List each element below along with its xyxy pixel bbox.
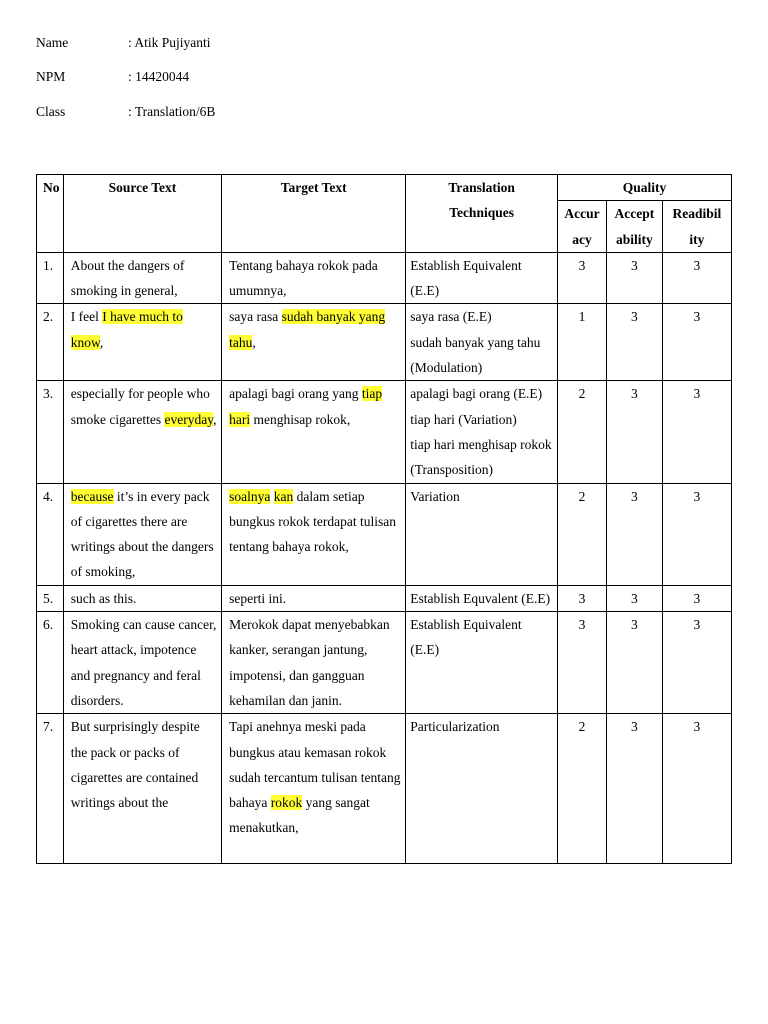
- row-number: 7.: [37, 714, 64, 864]
- header-acceptability: [607, 201, 663, 253]
- header-technique-line1: Translation: [448, 180, 515, 195]
- technique-line: tiap hari (Variation): [410, 411, 517, 427]
- highlighted-text: hari: [229, 411, 251, 427]
- technique-cell: [406, 381, 558, 483]
- text-segment: Tapi anehnya meski pada bungkus atau kemasan rokok sudah tercantum tulisan tentang bahaya: [229, 719, 401, 811]
- accuracy-score: 3: [557, 252, 606, 304]
- text-segment: seperti ini.: [229, 590, 287, 606]
- target-text-cell: [222, 252, 406, 304]
- accuracy-score: 3: [557, 612, 606, 714]
- row-number: 5.: [37, 585, 64, 611]
- technique-line: Establish Equivalent (E.E): [410, 617, 522, 658]
- target-text-cell: [222, 612, 406, 714]
- text-segment: About the dangers of smoking in general,: [70, 257, 185, 299]
- readibility-score: 3: [662, 304, 731, 381]
- technique-cell: [406, 483, 558, 585]
- source-text-cell: [63, 585, 221, 611]
- text-segment: such as this.: [70, 590, 137, 606]
- header-quality: Quality: [557, 175, 731, 201]
- text-segment: especially for people who smoke cigarettes: [70, 386, 210, 427]
- target-text-cell: [222, 381, 406, 483]
- readibility-score: 3: [662, 483, 731, 585]
- text-segment: menghisap rokok,: [250, 411, 351, 427]
- table-row: [37, 483, 732, 585]
- highlighted-text: I have much to know: [70, 309, 183, 350]
- header-no: No: [37, 175, 64, 253]
- text-segment: yang sangat menakutkan,: [229, 795, 370, 836]
- technique-cell: [406, 714, 558, 864]
- header-technique-line2: Techniques: [449, 205, 514, 221]
- technique-line: apalagi bagi orang (E.E): [410, 386, 543, 402]
- accuracy-score: 1: [557, 304, 606, 381]
- readibility-score: 3: [662, 714, 731, 864]
- header-readibility: [662, 201, 731, 253]
- target-text-cell: [222, 714, 406, 864]
- name-value: : Atik Pujiyanti: [128, 35, 211, 50]
- header-row-1: [37, 175, 732, 201]
- source-text-cell: [63, 381, 221, 483]
- header-acceptability-line1: Accept: [614, 206, 655, 222]
- header-accuracy: [557, 201, 606, 253]
- text-segment: Tentang bahaya rokok pada umumnya,: [229, 257, 378, 299]
- header-readibility-line2: ity: [689, 231, 705, 247]
- table-row: [37, 381, 732, 483]
- technique-cell: [406, 585, 558, 611]
- table-row: [37, 585, 732, 611]
- technique-cell: [406, 252, 558, 304]
- table-row: [37, 304, 732, 381]
- target-text-cell: [222, 483, 406, 585]
- highlighted-text: tiap: [361, 386, 383, 402]
- table-row: [37, 714, 732, 864]
- readibility-score: 3: [662, 252, 731, 304]
- header-acceptability-line2: ability: [616, 231, 653, 247]
- acceptability-score: 3: [607, 252, 663, 304]
- class-value: : Translation/6B: [128, 104, 216, 119]
- acceptability-score: 3: [607, 304, 663, 381]
- table-body: [37, 252, 732, 863]
- target-text-cell: [222, 585, 406, 611]
- text-segment: But surprisingly despite the pack or packs of cigarettes are contained writings about the: [70, 719, 200, 811]
- highlighted-text: rokok: [270, 795, 303, 811]
- text-segment: apalagi bagi orang yang: [229, 386, 362, 402]
- acceptability-score: 3: [607, 585, 663, 611]
- technique-line: Establish Equvalent (E.E): [410, 590, 551, 606]
- text-segment: ,: [252, 334, 256, 350]
- text-segment: Smoking can cause cancer, heart attack, impotence and pregnancy and feral disorders.: [70, 617, 217, 708]
- technique-line: sudah banyak yang tahu (Modulation): [410, 334, 541, 376]
- technique-line: Establish Equivalent (E.E): [410, 257, 522, 299]
- header-accuracy-line1: Accur: [564, 206, 600, 222]
- text-segment: dalam setiap bungkus rokok terdapat tulisan tentang bahaya rokok,: [229, 488, 397, 555]
- class-label: Class: [36, 104, 66, 119]
- header-readibility-line1: Readibil: [672, 206, 722, 222]
- accuracy-score: 2: [557, 381, 606, 483]
- highlighted-text: sudah banyak yang tahu: [229, 309, 386, 350]
- row-number: 2.: [37, 304, 64, 381]
- highlighted-text: because: [70, 488, 114, 504]
- text-segment: ,: [213, 411, 217, 427]
- translation-table: [36, 174, 732, 864]
- name-label: Name: [36, 35, 69, 50]
- header-target-text: Target Text: [222, 175, 406, 253]
- header-translation-techniques: [406, 175, 558, 253]
- source-text-cell: [63, 483, 221, 585]
- source-text-cell: [63, 612, 221, 714]
- table-row: [37, 252, 732, 304]
- row-number: 3.: [37, 381, 64, 483]
- acceptability-score: 3: [607, 381, 663, 483]
- source-text-cell: [63, 252, 221, 304]
- highlighted-text: everyday: [164, 411, 214, 427]
- source-text-cell: [63, 304, 221, 381]
- text-segment: saya rasa: [229, 309, 282, 325]
- target-text-cell: [222, 304, 406, 381]
- table-row: [37, 612, 732, 714]
- text-segment: I feel: [70, 309, 103, 325]
- accuracy-score: 2: [557, 483, 606, 585]
- text-segment: ,: [99, 334, 104, 350]
- row-number: 1.: [37, 252, 64, 304]
- accuracy-score: 2: [557, 714, 606, 864]
- header-accuracy-line2: acy: [572, 231, 592, 247]
- acceptability-score: 3: [607, 483, 663, 585]
- technique-line: tiap hari menghisap rokok (Transposition): [410, 436, 552, 478]
- technique-line: saya rasa (E.E): [410, 309, 492, 325]
- text-segment: it’s in every pack of cigarettes there are writings about the dangers of smoking,: [70, 488, 214, 580]
- npm-value: : 14420044: [128, 69, 190, 84]
- highlighted-text: soalnya: [229, 488, 271, 504]
- npm-label: NPM: [36, 69, 66, 84]
- acceptability-score: 3: [607, 612, 663, 714]
- row-number: 6.: [37, 612, 64, 714]
- highlighted-text: kan: [273, 488, 294, 504]
- readibility-score: 3: [662, 612, 731, 714]
- acceptability-score: 3: [607, 714, 663, 864]
- technique-cell: [406, 612, 558, 714]
- readibility-score: 3: [662, 585, 731, 611]
- source-text-cell: [63, 714, 221, 864]
- header-source-text: Source Text: [63, 175, 221, 253]
- readibility-score: 3: [662, 381, 731, 483]
- technique-cell: [406, 304, 558, 381]
- text-segment: Merokok dapat menyebabkan kanker, serangan jantung, impotensi, dan gangguan kehamilan dan janin.: [229, 617, 390, 708]
- accuracy-score: 3: [557, 585, 606, 611]
- row-number: 4.: [37, 483, 64, 585]
- technique-line: Particularization: [410, 719, 500, 735]
- technique-line: Variation: [410, 488, 460, 504]
